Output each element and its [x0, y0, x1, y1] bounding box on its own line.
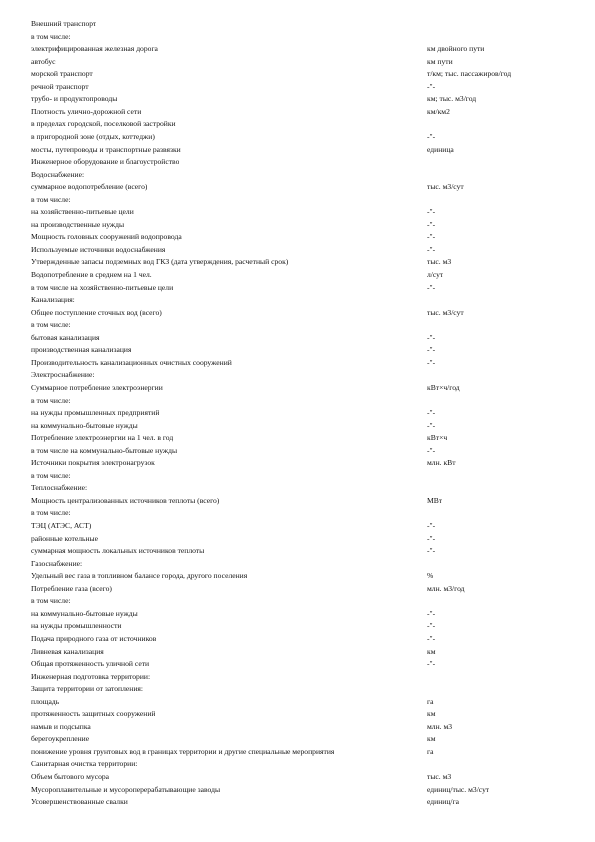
- row-label: Инженерная подготовка территории:: [31, 671, 151, 681]
- table-row: [31, 445, 571, 458]
- row-label: в том числе:: [31, 31, 71, 41]
- row-label: Удельный вес газа в топливном балансе города, другого поселения: [31, 571, 248, 581]
- row-label: Мусороплавительные и мусороперерабатывающие заводы: [31, 784, 221, 794]
- table-row: [31, 771, 571, 784]
- table-row: [31, 784, 571, 797]
- row-label: в том числе:: [31, 470, 71, 480]
- row-label: Общее поступление сточных вод (всего): [31, 307, 162, 317]
- row-unit: км пути: [427, 56, 453, 66]
- row-label: Электроснабжение:: [31, 370, 95, 380]
- table-row: [31, 558, 571, 571]
- row-label: электрифицированная железная дорога: [31, 44, 158, 54]
- row-unit: единиц/га: [427, 797, 459, 807]
- table-row: [31, 620, 571, 633]
- table-row: [31, 131, 571, 144]
- row-label: морской транспорт: [31, 69, 93, 79]
- row-unit: кВт×ч: [427, 433, 448, 443]
- table-row: [31, 708, 571, 721]
- table-row: [31, 43, 571, 56]
- row-unit: т/км; тыс. пассажиров/год: [427, 69, 512, 79]
- table-row: [31, 56, 571, 69]
- row-label: Потребление газа (всего): [31, 583, 112, 593]
- row-label: в том числе на коммунально-бытовые нужды: [31, 445, 178, 455]
- row-unit: -"-: [427, 659, 436, 669]
- row-label: намыв и подсыпка: [31, 721, 91, 731]
- row-label: производственная канализация: [31, 345, 132, 355]
- row-label: мосты, путепроводы и транспортные развязки: [31, 144, 181, 154]
- table-row: [31, 93, 571, 106]
- row-unit: л/сут: [427, 270, 444, 279]
- table-row: [31, 507, 571, 520]
- table-row: [31, 658, 571, 671]
- row-unit: кВт×ч/год: [427, 382, 460, 392]
- row-unit: -"-: [427, 408, 436, 418]
- table-row: [31, 733, 571, 746]
- row-unit: км: [427, 734, 436, 744]
- row-label: Санитарная очистка территории:: [31, 759, 138, 769]
- row-unit: единиц/тыс. м3/сут: [427, 784, 490, 794]
- table-row: [31, 545, 571, 558]
- table-row: [31, 106, 571, 119]
- row-label: Мощность головных сооружений водопровода: [31, 232, 182, 242]
- row-label: трубо- и продуктопроводы: [31, 94, 118, 104]
- table-row: [31, 231, 571, 244]
- row-unit: -"-: [427, 219, 436, 229]
- row-label: на коммунально-бытовые нужды: [31, 608, 138, 618]
- row-label: Инженерное оборудование и благоустройство: [31, 157, 180, 167]
- row-label: Объем бытового мусора: [31, 772, 110, 781]
- row-label: районные котельные: [31, 533, 99, 543]
- table-row: [31, 144, 571, 157]
- row-label: понижение уровня грунтовых вод в границах территории и другие специальные мероприятия: [31, 746, 335, 756]
- row-label: на коммунально-бытовые нужды: [31, 420, 138, 430]
- row-unit: -"-: [427, 131, 436, 141]
- row-unit: -"-: [427, 546, 436, 556]
- table-row: [31, 495, 571, 508]
- row-label: площадь: [31, 696, 60, 706]
- row-unit: -"-: [427, 332, 436, 342]
- table-row: [31, 758, 571, 771]
- table-row: [31, 746, 571, 759]
- row-label: Усовершенствованные свалки: [31, 797, 128, 807]
- row-unit: км; тыс. м3/год: [427, 94, 477, 104]
- row-label: Плотность улично-дорожной сети: [31, 106, 142, 116]
- row-label: Водопотребление в среднем на 1 чел.: [31, 270, 152, 279]
- table-row: [31, 156, 571, 169]
- row-label: на нужды промышленных предприятий: [31, 408, 160, 418]
- row-unit: -"-: [427, 621, 436, 631]
- row-label: Потребление электроэнергии на 1 чел. в год: [31, 433, 174, 443]
- table-row: [31, 169, 571, 182]
- row-label: берегоукрепление: [31, 734, 90, 744]
- row-label: Суммарное потребление электроэнергии: [31, 382, 163, 392]
- table-row: [31, 294, 571, 307]
- row-label: Внешний транспорт: [31, 19, 97, 28]
- row-label: Используемые источники водоснабжения: [31, 244, 166, 254]
- table-row: [31, 420, 571, 433]
- row-unit: тыс. м3/сут: [427, 182, 464, 192]
- table-row: [31, 696, 571, 709]
- row-label: Канализация:: [31, 295, 75, 305]
- row-label: Водоснабжение:: [31, 169, 85, 179]
- table-row: [31, 369, 571, 382]
- table-row: [31, 68, 571, 81]
- table-row: [31, 407, 571, 420]
- table-row: [31, 282, 571, 295]
- row-unit: га: [427, 696, 434, 706]
- table-row: [31, 219, 571, 232]
- row-label: Защита территории от затопления:: [31, 684, 144, 694]
- table-row: [31, 81, 571, 94]
- table-row: [31, 31, 571, 44]
- row-unit: -"-: [427, 445, 436, 455]
- table-row: [31, 570, 571, 583]
- row-unit: тыс. м3: [427, 257, 452, 267]
- row-label: Подача природного газа от источников: [31, 633, 157, 643]
- row-unit: -"-: [427, 345, 436, 355]
- row-unit: -"-: [427, 521, 436, 530]
- table-row: [31, 194, 571, 207]
- table-row: [31, 432, 571, 445]
- row-label: бытовая канализация: [31, 332, 100, 342]
- row-label: в том числе:: [31, 320, 71, 330]
- row-unit: -"-: [427, 244, 436, 254]
- table-row: [31, 332, 571, 345]
- row-unit: км: [427, 646, 436, 656]
- row-unit: млн. м3/год: [427, 583, 465, 593]
- table-row: [31, 633, 571, 646]
- row-unit: -"-: [427, 357, 436, 367]
- table-row: [31, 583, 571, 596]
- row-unit: км двойного пути: [427, 44, 485, 54]
- table-row: [31, 269, 571, 282]
- row-label: в том числе:: [31, 508, 71, 518]
- table-row: [31, 118, 571, 131]
- row-unit: га: [427, 746, 434, 756]
- table-row: [31, 683, 571, 696]
- row-label: Производительность канализационных очистных сооружений: [31, 357, 232, 367]
- row-unit: %: [427, 571, 434, 581]
- table-row: [31, 482, 571, 495]
- row-label: на хозяйственно-питьевые цели: [31, 207, 134, 217]
- row-unit: тыс. м3: [427, 772, 452, 781]
- table-row: [31, 256, 571, 269]
- table-row: [31, 520, 571, 533]
- row-label: на производственные нужды: [31, 219, 125, 229]
- row-unit: -"-: [427, 633, 436, 643]
- row-unit: млн. м3: [427, 721, 453, 731]
- row-label: Газоснабжение:: [31, 558, 83, 568]
- row-unit: МВт: [427, 495, 443, 505]
- table-row: [31, 595, 571, 608]
- table-row: [31, 721, 571, 734]
- table-row: [31, 307, 571, 320]
- row-label: Общая протяженность уличной сети: [31, 659, 150, 669]
- table-row: [31, 395, 571, 408]
- row-label: в пределах городской, поселковой застройки: [31, 119, 176, 129]
- table-row: [31, 357, 571, 370]
- table-row: [31, 533, 571, 546]
- table-row: [31, 244, 571, 257]
- row-label: Мощность централизованных источников теплоты (всего): [31, 495, 220, 505]
- table-row: [31, 796, 571, 809]
- row-unit: -"-: [427, 282, 436, 292]
- table-row: [31, 470, 571, 483]
- row-label: протяженность защитных сооружений: [31, 709, 156, 719]
- row-label: Теплоснабжение:: [31, 483, 88, 493]
- row-label: в пригородной зоне (отдых, коттеджи): [31, 131, 155, 141]
- row-label: суммарная мощность локальных источников теплоты: [31, 546, 205, 556]
- row-label: речной транспорт: [31, 81, 89, 91]
- row-label: в том числе:: [31, 596, 71, 606]
- row-label: Ливневая канализация: [31, 646, 104, 656]
- row-unit: тыс. м3/сут: [427, 307, 464, 317]
- row-label: Утвержденные запасы подземных вод ГКЗ (дата утверждения, расчетный срок): [31, 257, 289, 267]
- table-row: [31, 18, 571, 31]
- row-unit: единица: [427, 144, 454, 154]
- row-label: ТЭЦ (АТЭС, АСТ): [31, 521, 92, 530]
- table-row: [31, 206, 571, 219]
- row-unit: -"-: [427, 81, 436, 91]
- row-label: автобус: [31, 56, 56, 66]
- row-label: Источники покрытия электронагрузок: [31, 458, 155, 468]
- table-row: [31, 344, 571, 357]
- table-row: [31, 319, 571, 332]
- table-row: [31, 382, 571, 395]
- table-row: [31, 608, 571, 621]
- table-row: [31, 671, 571, 684]
- row-label: суммарное водопотребление (всего): [31, 182, 148, 192]
- row-unit: км/км2: [427, 106, 450, 116]
- row-unit: -"-: [427, 207, 436, 217]
- table-row: [31, 646, 571, 659]
- table-row: [31, 181, 571, 194]
- row-label: в том числе:: [31, 395, 71, 405]
- row-unit: -"-: [427, 420, 436, 430]
- row-unit: -"-: [427, 533, 436, 543]
- row-label: в том числе на хозяйственно-питьевые цели: [31, 282, 174, 292]
- row-unit: -"-: [427, 232, 436, 242]
- row-unit: -"-: [427, 608, 436, 618]
- row-unit: млн. кВт: [427, 458, 456, 468]
- row-label: в том числе:: [31, 194, 71, 204]
- table-row: [31, 457, 571, 470]
- row-unit: км: [427, 709, 436, 719]
- row-label: на нужды промышленности: [31, 621, 122, 631]
